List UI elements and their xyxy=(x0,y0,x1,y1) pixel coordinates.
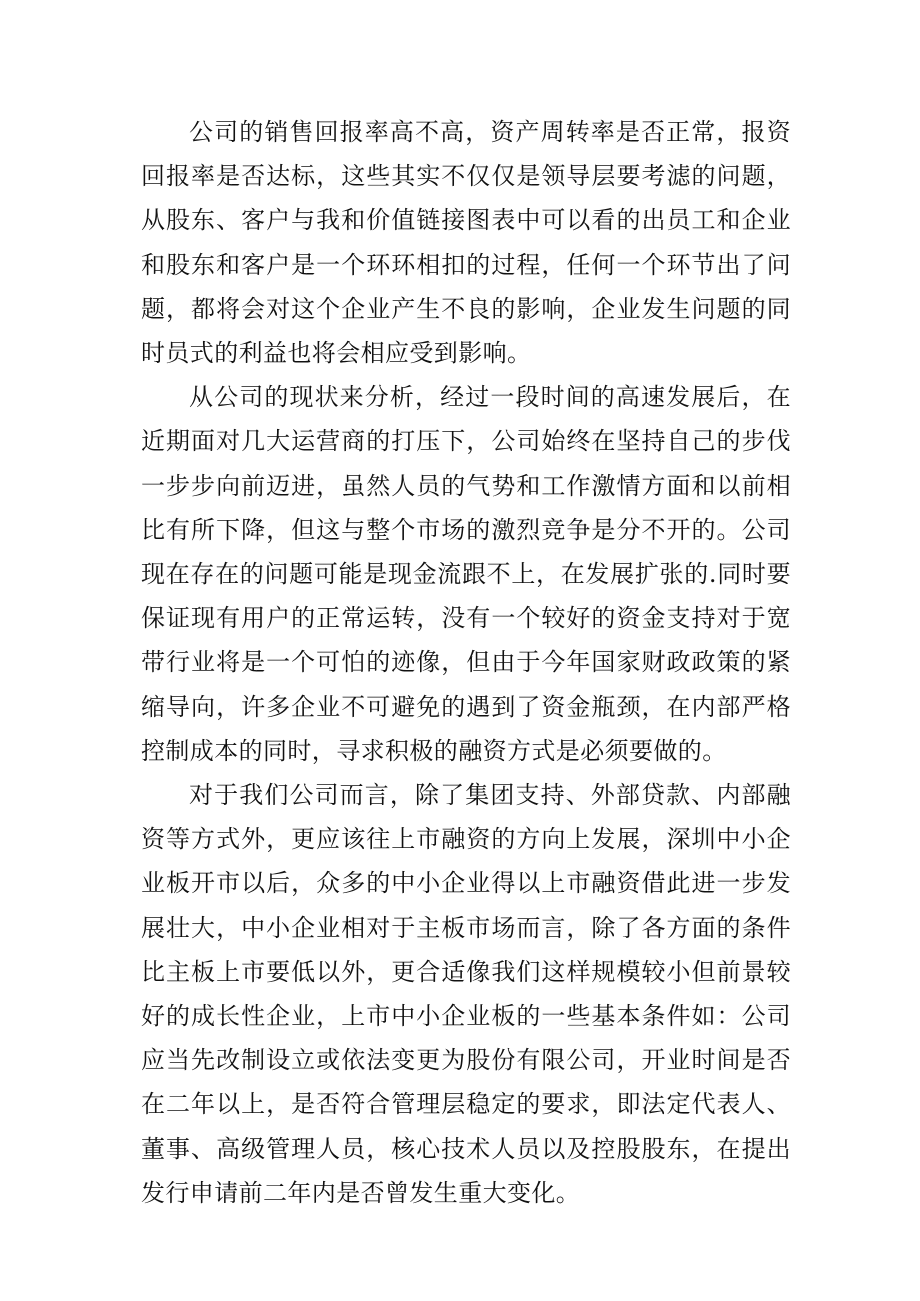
paragraph-listing-financing: 对于我们公司而言，除了集团支持、外部贷款、内部融资等方式外，更应该往上市融资的方向上发展，深圳中小企业板开市以后，众多的中小企业得以上市融资借此进一步发展壮大，中小企业相对于主板市场而言，除了各方面的条件比主板上市要低以外，更合适像我们这样规模较小但前景较好的成长性企业，上市中小企业板的一些基本条件如：公司应当先改制设立或依法变更为股份有限公司，开业时间是否在二年以上，是否符合管理层稳定的要求，即法定代表人、董事、高级管理人员，核心技术人员以及控股股东，在提出发行申请前二年内是否曾发生重大变化。 xyxy=(141,781,791,1207)
paragraph-sales-return: 公司的销售回报率高不高，资产周转率是否正常，报资回报率是否达标，这些其实不仅仅是领导层要考滤的问题，从股东、客户与我和价值链接图表中可以看的出员工和企业和股东和客户是一个环环相扣的过程，任何一个环节出了问题，都将会对这个企业产生不良的影响，企业发生问题的同时员式的利益也将会相应受到影响。 xyxy=(141,118,791,368)
document-page xyxy=(141,110,791,1215)
paragraph-company-status: 从公司的现状来分析，经过一段时间的高速发展后，在近期面对几大运营商的打压下，公司始终在坚持自己的步伐一步步向前迈进，虽然人员的气势和工作激情方面和以前相比有所下降，但这与整个市场的激烈竞争是分不开的。公司现在存在的问题可能是现金流跟不上，在发展扩张的.同时要保证现有用户的正常运转，没有一个较好的资金支持对于宽带行业将是一个可怕的迹像，但由于今年国家财政政策的紧缩导向，许多企业不可避免的遇到了资金瓶颈，在内部严格控制成本的同时，寻求积极的融资方式是必须要做的。 xyxy=(141,383,791,765)
